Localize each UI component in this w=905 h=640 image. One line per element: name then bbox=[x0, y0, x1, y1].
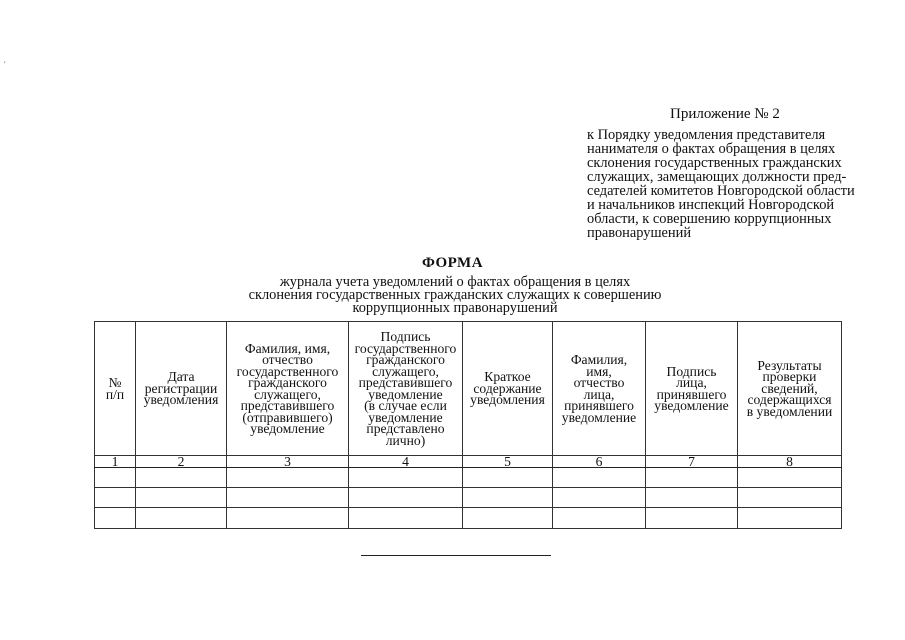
header-line: принявшего bbox=[564, 398, 634, 413]
appendix-title: Приложение № 2 bbox=[670, 106, 780, 122]
table-cell bbox=[553, 508, 646, 529]
header-line: представлено bbox=[366, 421, 445, 436]
table-row bbox=[95, 488, 842, 508]
column-number: 3 bbox=[227, 456, 349, 468]
header-line: Краткое bbox=[484, 369, 531, 385]
table-cell bbox=[738, 508, 842, 529]
appendix-line: области, к совершению коррупционных bbox=[587, 211, 832, 227]
column-number: 7 bbox=[646, 456, 738, 468]
header-line: Подпись bbox=[666, 363, 717, 379]
header-line: Результаты bbox=[757, 357, 822, 373]
column-header-employee-signature bbox=[349, 322, 463, 456]
form-subtitle bbox=[0, 276, 905, 315]
table-cell bbox=[463, 508, 553, 529]
table-cell bbox=[463, 468, 553, 488]
header-line: гражданского bbox=[248, 375, 327, 390]
form-subtitle-line: склонения государственных гражданских служащих к совершению bbox=[248, 287, 662, 303]
header-line: гражданского bbox=[366, 352, 445, 367]
header-line: № bbox=[108, 375, 122, 390]
appendix-text bbox=[587, 128, 877, 240]
header-line: содержание bbox=[473, 380, 542, 396]
header-line: п/п bbox=[105, 386, 125, 402]
header-line: Фамилия, bbox=[570, 352, 628, 367]
header-line: Фамилия, имя, bbox=[244, 340, 331, 356]
header-line: (отправившего) bbox=[242, 409, 333, 425]
header-line: сведений, bbox=[761, 380, 818, 396]
header-line: принявшего bbox=[656, 386, 727, 402]
header-line: Подпись bbox=[380, 329, 431, 344]
header-line: уведомления bbox=[470, 392, 545, 408]
header-line: служащего, bbox=[254, 386, 321, 402]
table-cell bbox=[553, 468, 646, 488]
appendix-line: к Порядку уведомления представителя bbox=[587, 127, 826, 143]
form-subtitle-line: журнала учета уведомлений о фактах обращения в целях bbox=[279, 274, 631, 290]
appendix-line: служащих, замещающих должности пред- bbox=[587, 169, 847, 185]
table-row bbox=[95, 508, 842, 529]
header-line: уведомление bbox=[368, 386, 443, 402]
column-header-summary bbox=[463, 322, 553, 456]
form-subtitle-line: коррупционных правонарушений bbox=[352, 300, 558, 316]
table-cell bbox=[136, 468, 227, 488]
header-line: государственного bbox=[354, 340, 457, 356]
header-line: уведомление bbox=[368, 409, 443, 425]
table-cell bbox=[95, 508, 136, 529]
journal-table bbox=[94, 321, 842, 529]
table-cell bbox=[95, 488, 136, 508]
column-header-check-results bbox=[738, 322, 842, 456]
table-cell bbox=[463, 488, 553, 508]
column-number-row bbox=[95, 456, 842, 468]
header-line: в уведомлении bbox=[746, 403, 833, 419]
column-number: 6 bbox=[553, 456, 646, 468]
table-cell bbox=[227, 508, 349, 529]
header-line: лица, bbox=[676, 375, 707, 390]
table-cell bbox=[136, 508, 227, 529]
column-header-number bbox=[95, 322, 136, 456]
header-line: лица, bbox=[583, 386, 615, 402]
scan-mark: ' bbox=[4, 60, 6, 69]
header-line: уведомление bbox=[654, 398, 729, 413]
closing-rule bbox=[361, 555, 551, 556]
header-line: Дата bbox=[167, 369, 195, 385]
header-line: проверки bbox=[762, 369, 817, 385]
table-cell bbox=[349, 508, 463, 529]
header-line: лично) bbox=[385, 432, 426, 448]
form-title: ФОРМА bbox=[421, 255, 484, 271]
table-row bbox=[95, 468, 842, 488]
header-line: отчество bbox=[573, 375, 625, 390]
column-number: 8 bbox=[738, 456, 842, 468]
header-line: уведомление bbox=[561, 409, 637, 425]
appendix-line: нанимателя о фактах обращения в целях bbox=[587, 141, 836, 157]
table-cell bbox=[227, 488, 349, 508]
header-row bbox=[95, 322, 842, 456]
table-cell bbox=[738, 468, 842, 488]
table-cell bbox=[349, 488, 463, 508]
column-number: 5 bbox=[463, 456, 553, 468]
appendix-line: правонарушений bbox=[587, 225, 692, 241]
column-number: 4 bbox=[349, 456, 463, 468]
column-number: 1 bbox=[95, 456, 136, 468]
table-cell bbox=[349, 468, 463, 488]
header-line: уведомления bbox=[143, 392, 219, 408]
table-cell bbox=[646, 488, 738, 508]
header-line: представившего bbox=[240, 398, 335, 413]
header-line: регистрации bbox=[144, 380, 218, 396]
table-cell bbox=[136, 488, 227, 508]
table-cell bbox=[646, 468, 738, 488]
header-line: государственного bbox=[236, 363, 339, 379]
appendix-line: седателей комитетов Новгородской области bbox=[587, 183, 855, 199]
column-number: 2 bbox=[136, 456, 227, 468]
header-line: отчество bbox=[262, 352, 313, 367]
table-cell bbox=[646, 508, 738, 529]
header-line: содержащихся bbox=[747, 392, 832, 408]
column-header-recipient-signature bbox=[646, 322, 738, 456]
header-line: (в случае если bbox=[364, 398, 447, 413]
column-header-registration-date bbox=[136, 322, 227, 456]
table-cell bbox=[227, 468, 349, 488]
column-header-recipient-name bbox=[553, 322, 646, 456]
header-line: уведомление bbox=[250, 421, 325, 436]
appendix-line: склонения государственных гражданских bbox=[587, 155, 842, 171]
table-cell bbox=[738, 488, 842, 508]
header-line: представившего bbox=[358, 375, 453, 390]
appendix-line: и начальников инспекций Новгородской bbox=[587, 197, 835, 213]
table-cell bbox=[553, 488, 646, 508]
header-line: имя, bbox=[586, 363, 612, 379]
header-line: служащего, bbox=[372, 363, 439, 379]
table-cell bbox=[95, 468, 136, 488]
column-header-employee-name bbox=[227, 322, 349, 456]
